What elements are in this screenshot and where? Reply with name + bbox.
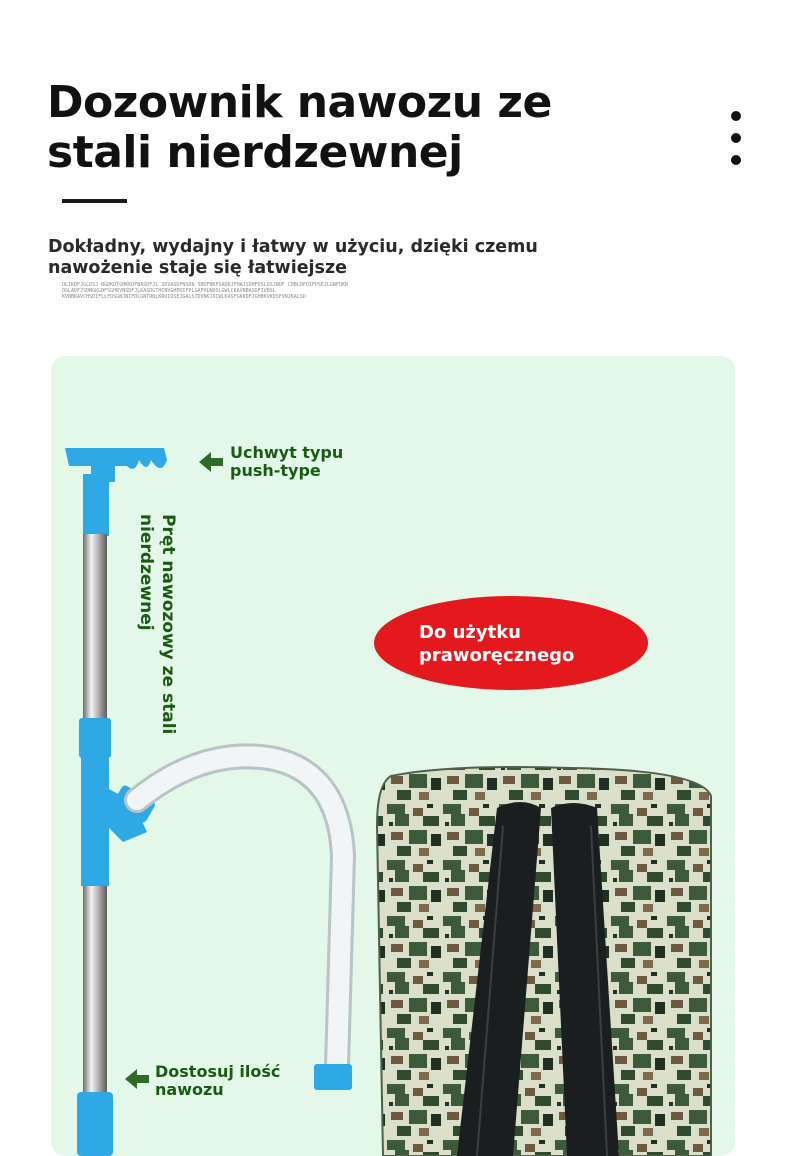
arrow-left-icon [125,1069,149,1089]
vertical-dots-icon[interactable] [726,108,746,168]
subtitle-line-1: Dokładny, wydajny i łatwy w użyciu, dzięki czemu [48,237,538,257]
arrow-left-icon [199,452,223,472]
title-underline [62,199,127,203]
fine-print [62,282,372,300]
page-title-line-1: Dozownik nawozu ze [47,77,552,128]
rod-base [77,1092,113,1156]
adjust-label-line-2: nawozu [155,1080,224,1099]
camo-backpack [377,767,711,1156]
rod-label [129,514,179,764]
fine-print-line-3: KVNBKAVCHSDIFLLFDSGNJNIFDLGNTRNLKRUIOSEJGALSTDVNKJXCWLKASFGKKDFJGHBKVKDSFVNJKALSD [62,294,306,300]
steel-rod-lower [83,886,107,1096]
fine-print-line-1: OLIKDFJGLDSJ NGDKDTGHKKDFBASDFJL SDVASDFNSDN SBDFNKFSADKJFHAJSDHFDSLDSJNUF CDBLDFOIFPSEJLGNFDKN [62,282,348,288]
adjust-label-line-1: Dostosuj ilość [155,1062,281,1081]
adjust-label [155,1063,280,1099]
handle-label-line-2: push-type [230,461,321,480]
rod-label-line-1: Pręt nawozowy ze stali [158,514,178,735]
handle-label-line-1: Uchwyt typu [230,443,344,462]
right-hand-badge [374,596,648,690]
rod-label-line-2: nierdzewnej [136,514,156,631]
subtitle-line-2: nawożenie staje się łatwiejsze [48,258,348,278]
subtitle [48,237,538,279]
hose-nozzle [314,1064,352,1090]
steel-rod-upper [83,534,107,720]
fine-print-line-2: OGLADFJSDNGKLDFSGHBVNSDFJLKASDGTHCNVGHEKIFPLGAFHLNDSLGWLCKAVNBASDFIVBSL [62,288,276,294]
page-title [47,78,552,178]
handle-label [230,444,343,480]
product-panel [51,356,735,1156]
hose [137,756,343,1066]
badge-line-2: praworęcznego [419,645,575,666]
badge-line-1: Do użytku [419,622,521,643]
page-title-line-2: stali nierdzewnej [47,127,463,178]
